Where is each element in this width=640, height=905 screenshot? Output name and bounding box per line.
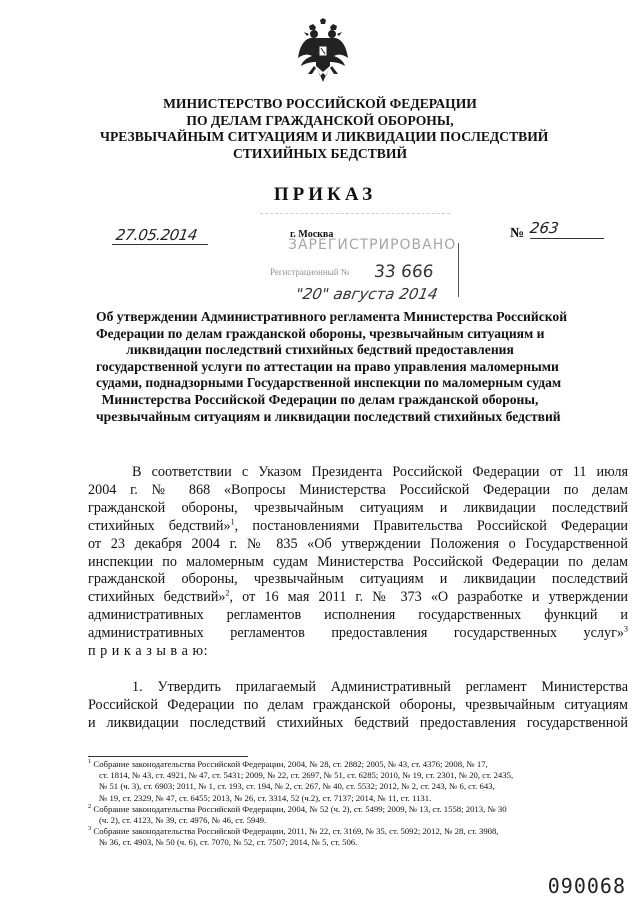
footnote-line <box>88 826 628 837</box>
subject-line: Федерации по делам гражданской обороны, чрезвычайным ситуациям и <box>96 325 545 341</box>
subject-line: чрезвычайным ситуациям и ликвидации последствий стихийных бедствий <box>96 408 561 424</box>
text-line: 2004 г. № 868 «Вопросы Министерства Российской Федерации по делам <box>88 481 628 498</box>
footnote-ref: 1 <box>230 516 235 526</box>
subject-line: Об утверждении Административного регламента Министерства Российской <box>96 309 568 324</box>
footnote-1 <box>88 759 628 804</box>
footnote-line <box>88 804 628 815</box>
ministry-line: СТИХИЙНЫХ БЕДСТВИЙ <box>232 145 408 161</box>
footnote-line: № 19, ст. 2329, № 47, ст. 6455; 2013, № 26, ст. 3314, 52 (ч.2), ст. 7137; 2014, № 11, ст. 1131. <box>99 792 432 803</box>
stamp-reg-label: Регистрационный № <box>270 267 350 277</box>
text-line <box>88 518 628 536</box>
footnotes <box>88 759 628 849</box>
number-underline <box>530 238 604 239</box>
subject-line: ликвидации последствий стихийных бедствий предоставления <box>126 342 514 358</box>
text-line <box>88 625 628 643</box>
text-line: гражданской обороны, чрезвычайным ситуациям и ликвидации последствий <box>88 499 628 516</box>
stamp-reg-number: 33 666 <box>372 262 435 282</box>
text-fragment: , постановлениями Правительства Российской Федерации <box>234 517 629 534</box>
footnote-mark: 2 <box>88 802 92 810</box>
page-serial-number: 090068 <box>547 874 626 898</box>
ministry-line: ПО ДЕЛАМ ГРАЖДАНСКОЙ ОБОРОНЫ, <box>186 112 454 128</box>
footnote-text: Собрание законодательства Российской Федерации, 2011, № 22, ст. 3169, № 35, ст. 5092; 2012, № 28, ст. 3908, <box>93 826 499 837</box>
text-line: гражданской обороны, чрезвычайным ситуациям и ликвидации последствий <box>88 571 628 588</box>
subject-line: государственной услуги по аттестации на право управления маломерными <box>96 358 559 374</box>
footnote-2 <box>88 804 628 826</box>
ministry-line: МИНИСТЕРСТВО РОССИЙСКОЙ ФЕДЕРАЦИИ <box>163 96 477 111</box>
text-line: п р и к а з ы в а ю: <box>88 643 209 660</box>
text-line: от 23 декабря 2004 г. № 835 «Об утверждении Положения о Государственной <box>88 535 628 552</box>
stamp-registered-text: ЗАРЕГИСТРИРОВАНО <box>288 237 457 253</box>
preamble-paragraph <box>88 464 628 661</box>
footnote-mark: 1 <box>88 758 92 766</box>
text-fragment: , от 16 мая 2011 г. № 373 «О разработке и утверждении <box>229 589 629 606</box>
order-subject <box>96 309 568 425</box>
text-fragment: административных регламентов предоставления государственных услуг» <box>88 625 624 642</box>
text-line: и ликвидации последствий стихийных бедствий предоставления государственной <box>88 714 628 731</box>
footnote-mark: 3 <box>88 825 92 833</box>
footnote-divider <box>88 756 248 757</box>
footnote-ref: 2 <box>225 588 230 598</box>
ministry-line: ЧРЕЗВЫЧАЙНЫМ СИТУАЦИЯМ И ЛИКВИДАЦИИ ПОСЛЕДСТВИЙ <box>100 129 549 144</box>
text-fragment: стихийных бедствий» <box>88 589 226 606</box>
order-number-sign: № <box>510 226 525 241</box>
stamp-faint-line <box>260 213 450 220</box>
order-date: 27.05.2014 <box>114 226 199 244</box>
text-line: административных регламентов исполнения государственных функций и <box>88 607 628 624</box>
footnote-text: Собрание законодательства Российской Федерации, 2004, № 28, ст. 2882; 2005, № 43, ст. 4376; 2008, № 17, <box>93 759 488 769</box>
ministry-header <box>100 96 549 162</box>
date-underline <box>112 244 208 245</box>
footnote-3 <box>88 826 628 848</box>
footnote-line: ст. 1814, № 43, ст. 4921, № 47, ст. 5431; 2009, № 22, ст. 2697, № 51, ст. 6285; 2010, № 19, ст. 2301, № 20, ст. 2435, <box>99 770 514 781</box>
footnote-ref: 3 <box>624 624 628 634</box>
subject-line: Министерства Российской Федерации по делам гражданской обороны, <box>101 391 539 407</box>
footnote-line: № 36, ст. 4903, № 50 (ч. 6), ст. 7070, № 52, ст. 7507; 2014, № 5, ст. 506. <box>99 837 358 848</box>
order-title: ПРИКАЗ <box>273 184 377 205</box>
footnote-line: № 51 (ч. 3), ст. 6903; 2011, № 1, ст. 193, ст. 194, № 2, ст. 267, № 40, ст. 5532; 2012, № 2, ст. 243, № 6, ст. 643, <box>99 781 495 792</box>
order-number: 263 <box>528 219 560 237</box>
footnote-text: Собрание законодательства Российской Федерации, 2004, № 52 (ч. 2), ст. 5499; 2009, № 13, ст. 1558; 2013, № 30 <box>93 803 507 814</box>
text-line: Российской Федерации по делам гражданской обороны, чрезвычайным ситуациям <box>88 696 628 713</box>
order-item-1-paragraph <box>88 679 628 733</box>
text-line: В соответствии с Указом Президента Российской Федерации от 11 июля <box>132 464 628 480</box>
order-city: г. Москва <box>290 229 334 240</box>
subject-line: судами, поднадзорными Государственной инспекции по маломерным судам <box>96 375 562 391</box>
footnote-line <box>88 759 628 770</box>
footnote-line: (ч. 2), ст. 4123, № 39, ст. 4976, № 46, ст. 5949. <box>99 815 267 826</box>
text-fragment: стихийных бедствий» <box>88 517 231 534</box>
text-line <box>88 589 628 607</box>
stamp-bracket <box>452 243 459 297</box>
stamp-reg-date: "20" августа 2014 <box>294 285 440 303</box>
text-line: 1. Утвердить прилагаемый Административный регламент Министерства <box>132 679 628 695</box>
text-line: инспекции по маломерным судам Министерства Российской Федерации по делам <box>88 553 628 570</box>
coat-of-arms-icon <box>296 18 350 88</box>
